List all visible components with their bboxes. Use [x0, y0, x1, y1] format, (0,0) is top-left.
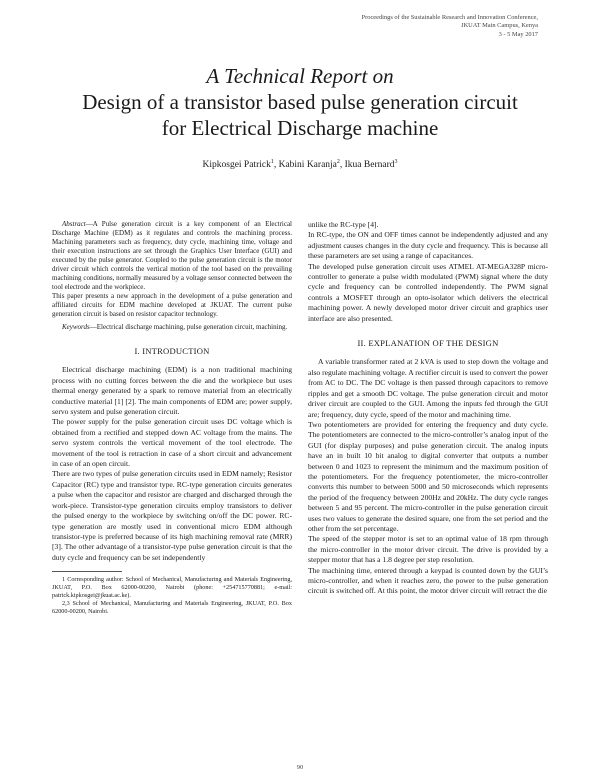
- right-paragraph-3: The developed pulse generation circuit uses ATMEL AT-MEGA328P micro-controller to generate a pulse width modulated (PWM) signal where the duty cycle and frequency can be controlled independently. The PWM signal controls a MOSFET through an opto-isolator which delivers the electrical machining power. A newly developed motor driver circuit and graphics user interface are also presented.: [308, 261, 548, 323]
- author-1-mark: 1: [270, 158, 274, 165]
- abstract-paragraph: [52, 220, 292, 292]
- header-line-2: JKUAT Main Campus, Kenya: [461, 22, 538, 30]
- conference-header: [298, 14, 538, 39]
- section-1-heading: I. INTRODUCTION: [134, 346, 210, 356]
- author-separator-1: ,: [273, 160, 279, 170]
- footnote-rule: [52, 571, 122, 572]
- section-2-heading: II. EXPLANATION OF THE DESIGN: [357, 338, 499, 349]
- design-paragraph-3: The speed of the stepper motor is set to an optimal value of 18 rpm through the micro-controller in the motor driver circuit. The drive is provided by a stepper motor that has a 1.8 degree per step resolution.: [308, 534, 548, 565]
- right-paragraph-1: unlike the RC-type [4].: [308, 220, 379, 229]
- intro-paragraph-2: The power supply for the pulse generation circuit uses DC voltage which is obtained from a rectified and stepped down AC voltage from the mains. The servo system controls the vertical movement of the tool electrode. The movement of the tool is retraction in case of a short circuit and advancement in case of an open circuit.: [52, 417, 292, 469]
- abstract-label: Abstract: [62, 220, 86, 228]
- page-number: 90: [296, 764, 304, 771]
- design-paragraph-1: A variable transformer rated at 2 kVA is used to step down the voltage and also regulate machining voltage. A rectifier circuit is used to convert the power from AC to DC. The DC voltage is then passed through capacitors to remove ripples and get a smooth DC voltage. The pulse generation circuit and motor driver circuit are coupled to the GUI. Among the inputs fed through the GUI are; frequency, duty cycle, speed of the motor and machining time.: [308, 357, 548, 419]
- left-column: [52, 220, 292, 616]
- footnotes: [52, 576, 292, 616]
- author-3: Ikua Bernard: [344, 160, 395, 170]
- title-line-2: Design of a transistor based pulse generation circuit: [82, 90, 518, 114]
- right-column: [308, 220, 548, 597]
- keywords-label: Keywords: [62, 323, 90, 331]
- keywords-text: —Electrical discharge machining, pulse generation circuit, machining.: [89, 323, 288, 331]
- author-list: [0, 160, 600, 170]
- title-line-3: for Electrical Discharge machine: [161, 116, 439, 140]
- intro-paragraph-3: There are two types of pulse generation circuits used in EDM namely; Resistor Capacitor (RC) type and transistor type. RC-type generation circuits generates a pulse when the capacitor and resistor are charged and discharged through the work-piece. Transistor-type generation circuits employ transistors to deliver the pulsed energy to the workpiece by switching on/off the DC power. RC-type generation are mostly used in conventional micro EDM although transistor-type is preferred because of its high machining removal rate (MRR) [3]. The other advantage of a transistor-type pulse generation circuit is that the duty cycle and frequency can be set independently: [52, 469, 292, 562]
- footnote-2: 2,3 School of Mechanical, Manufacturing and Materials Engineering, JKUAT, P.O. Box 62000-00200, Nairobi.: [52, 600, 292, 616]
- header-line-1: Proceedings of the Sustainable Research and Innovation Conference,: [361, 14, 538, 21]
- title-line-1: A Technical Report on: [206, 64, 394, 88]
- header-line-3: 3 - 5 May 2017: [498, 30, 538, 38]
- right-paragraph-2: In RC-type, the ON and OFF times cannot be independently adjusted and any adjustment causes changes in the duty cycle and frequency. This is because all these parameters are set using a range of capacitances.: [308, 230, 548, 261]
- footnote-1: 1 Corresponding author: School of Mechanical, Manufacturing and Materials Engineering, JKUAT, P.O. Box 62000-00200, Nairobi (phone: +254715770881; e-mail: patrick.kipkosgei@jkuat.ac.ke).: [52, 576, 292, 600]
- author-3-mark: 3: [394, 158, 398, 165]
- keywords: [52, 323, 292, 332]
- abstract: [52, 220, 292, 332]
- author-1: Kipkosgei Patrick: [202, 160, 271, 170]
- author-separator-2: ,: [339, 160, 345, 170]
- author-2: Kabini Karanja: [278, 160, 337, 170]
- design-paragraph-4: The machining time, entered through a keypad is counted down by the GUI’s micro-controller, and when it reaches zero, the power to the pulse generation circuit is switched off. At this point, the motor driver circuit will retract the die: [308, 565, 548, 596]
- design-paragraph-2: Two potentiometers are provided for entering the frequency and duty cycle. The potentiometers are connected to the micro-controller’s analog input of the GUI (for display purposes) and pulse generation circuit. The analog inputs have an in built 10 bit analog to digital converter that outputs a number between 0 and 1023 to represent the minimum and the maximum position of the potentiometers. For the frequency potentiometer, the micro-controller converts this number to between 5000 and 50 microseconds which represents the period of the frequency between 200Hz and 20kHz. The duty cycle ranges between 5 and 95 percent. The micro-controller in the pulse generation circuit uses two values to generate the desired square, one from the set period and the other from the set percentage.: [308, 419, 548, 533]
- abstract-paragraph-2: This paper presents a new approach in the development of a pulse generation and affiliated circuits for EDM machine developed at JKUAT. The current pulse generation circuit is based on resistor capacitor technology.: [52, 292, 292, 318]
- author-2-mark: 2: [336, 158, 340, 165]
- intro-paragraph-1: Electrical discharge machining (EDM) is a non traditional machining process with no cutting forces between the die and the workpiece but uses thermal energy generated by a spark to remove material from an electrically conductive material [1] [2]. The main components of EDM are; power supply, servo system and pulse generation circuit.: [52, 365, 292, 417]
- abstract-text: —A Pulse generation circuit is a key component of an Electrical Discharge Machine (EDM) as it regulates and controls the machining process. Machining parameters such as frequency, duty cycle, machining time, voltage and their execution instructions are set through the Graphics User Interface (GUI) and executed by the pulse generator. Coupled to the pulse generation circuit is the motor driver circuit which controls the vertical motion of the tool based on the prevailing machining conditions, normally measured by a voltage sensor connected between the tool electrode and the workpiece.: [52, 220, 292, 291]
